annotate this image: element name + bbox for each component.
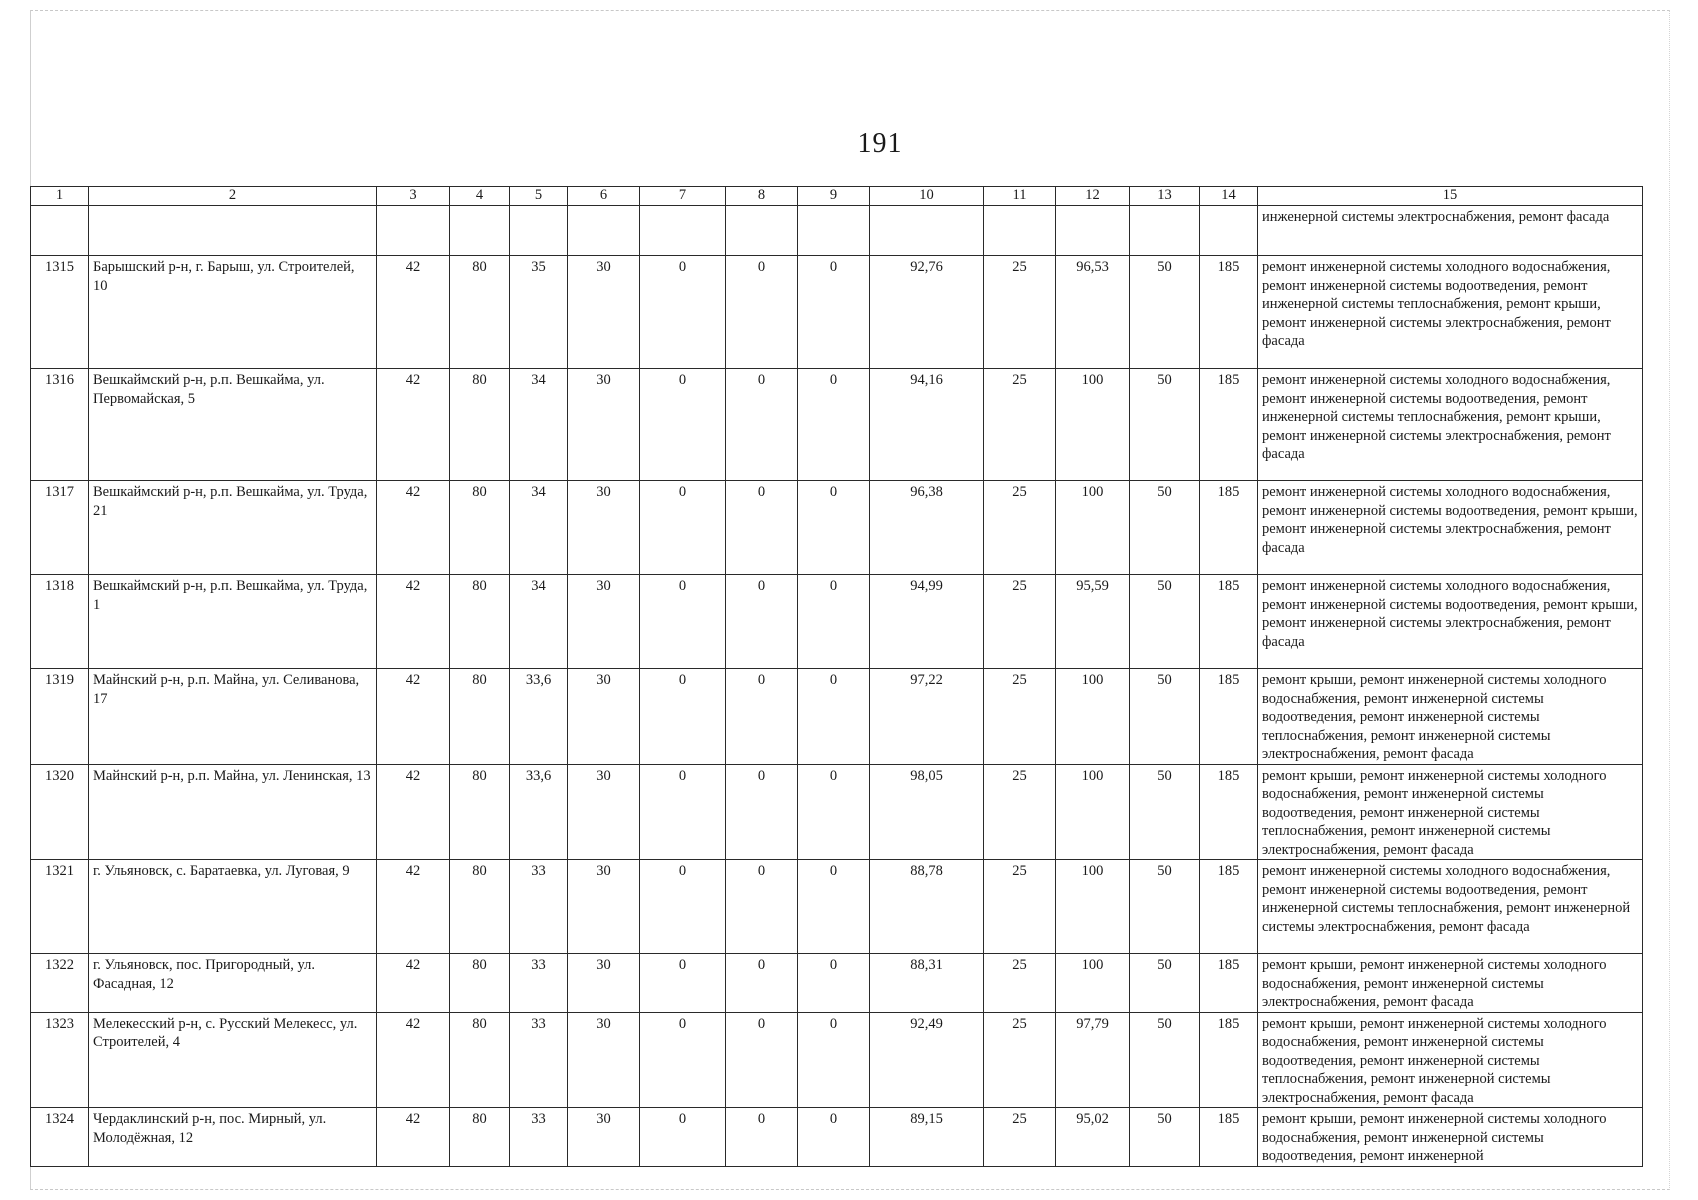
data-table bbox=[30, 186, 1643, 1167]
value-cell: 185 bbox=[1200, 860, 1258, 954]
value-cell: 25 bbox=[984, 860, 1056, 954]
value-cell: 0 bbox=[640, 1012, 726, 1108]
work-description-cell: ремонт крыши, ремонт инженерной системы холодного водоснабжения, ремонт инженерной системы водоотведения, ремонт инженерной системы теплоснабжения, ремонт инженерной системы электроснабжения, ремонт фасада bbox=[1258, 764, 1643, 860]
value-cell: 0 bbox=[726, 954, 798, 1013]
column-header: 9 bbox=[798, 187, 870, 206]
value-cell: 33 bbox=[510, 1108, 568, 1167]
value-cell: 100 bbox=[1056, 369, 1130, 481]
value-cell: 34 bbox=[510, 575, 568, 669]
record-number-cell: 1321 bbox=[31, 860, 89, 954]
value-cell: 30 bbox=[568, 481, 640, 575]
value-cell: 185 bbox=[1200, 1012, 1258, 1108]
value-cell: 30 bbox=[568, 256, 640, 369]
work-description-cell: ремонт крыши, ремонт инженерной системы холодного водоснабжения, ремонт инженерной системы водоотведения, ремонт инженерной системы теплоснабжения, ремонт инженерной системы электроснабжения, ремонт фасада bbox=[1258, 669, 1643, 765]
value-cell: 0 bbox=[726, 481, 798, 575]
column-header: 5 bbox=[510, 187, 568, 206]
record-number-cell: 1320 bbox=[31, 764, 89, 860]
value-cell: 185 bbox=[1200, 669, 1258, 765]
value-cell: 0 bbox=[640, 256, 726, 369]
table-row bbox=[31, 1012, 1643, 1108]
page-number: 191 bbox=[857, 128, 903, 159]
column-header: 6 bbox=[568, 187, 640, 206]
table-row bbox=[31, 764, 1643, 860]
continuation-row bbox=[31, 206, 1643, 256]
value-cell: 42 bbox=[377, 256, 450, 369]
address-cell: г. Ульяновск, пос. Пригородный, ул. Фасадная, 12 bbox=[89, 954, 377, 1013]
value-cell: 50 bbox=[1130, 860, 1200, 954]
value-cell: 30 bbox=[568, 1012, 640, 1108]
value-cell: 100 bbox=[1056, 954, 1130, 1013]
value-cell: 50 bbox=[1130, 764, 1200, 860]
value-cell: 33 bbox=[510, 860, 568, 954]
value-cell: 89,15 bbox=[870, 1108, 984, 1167]
value-cell: 50 bbox=[1130, 575, 1200, 669]
value-cell: 185 bbox=[1200, 256, 1258, 369]
value-cell: 34 bbox=[510, 481, 568, 575]
column-header: 15 bbox=[1258, 187, 1643, 206]
value-cell: 42 bbox=[377, 954, 450, 1013]
value-cell: 80 bbox=[450, 669, 510, 765]
column-header: 12 bbox=[1056, 187, 1130, 206]
record-number-cell: 1316 bbox=[31, 369, 89, 481]
table-row bbox=[31, 669, 1643, 765]
address-cell: Вешкаймский р-н, р.п. Вешкайма, ул. Первомайская, 5 bbox=[89, 369, 377, 481]
address-cell: Мелекесский р-н, с. Русский Мелекесс, ул. Строителей, 4 bbox=[89, 1012, 377, 1108]
value-cell: 42 bbox=[377, 1012, 450, 1108]
value-cell: 42 bbox=[377, 764, 450, 860]
value-cell: 100 bbox=[1056, 669, 1130, 765]
value-cell: 25 bbox=[984, 575, 1056, 669]
value-cell: 88,78 bbox=[870, 860, 984, 954]
value-cell: 97,22 bbox=[870, 669, 984, 765]
value-cell: 0 bbox=[640, 954, 726, 1013]
value-cell: 34 bbox=[510, 369, 568, 481]
work-description-cell: ремонт инженерной системы холодного водоснабжения, ремонт инженерной системы водоотведения, ремонт крыши, ремонт инженерной системы электроснабжения, ремонт фасада bbox=[1258, 575, 1643, 669]
value-cell: 0 bbox=[640, 860, 726, 954]
record-number-cell: 1317 bbox=[31, 481, 89, 575]
value-cell: 88,31 bbox=[870, 954, 984, 1013]
value-cell: 0 bbox=[798, 256, 870, 369]
column-header: 13 bbox=[1130, 187, 1200, 206]
value-cell: 33 bbox=[510, 954, 568, 1013]
value-cell: 42 bbox=[377, 481, 450, 575]
value-cell: 30 bbox=[568, 369, 640, 481]
value-cell: 0 bbox=[726, 764, 798, 860]
record-number-cell: 1324 bbox=[31, 1108, 89, 1167]
value-cell: 50 bbox=[1130, 256, 1200, 369]
value-cell: 100 bbox=[1056, 481, 1130, 575]
value-cell: 30 bbox=[568, 764, 640, 860]
value-cell: 96,53 bbox=[1056, 256, 1130, 369]
value-cell: 80 bbox=[450, 256, 510, 369]
address-cell: Чердаклинский р-н, пос. Мирный, ул. Молодёжная, 12 bbox=[89, 1108, 377, 1167]
value-cell: 0 bbox=[798, 860, 870, 954]
value-cell: 30 bbox=[568, 954, 640, 1013]
value-cell: 42 bbox=[377, 1108, 450, 1167]
value-cell: 0 bbox=[726, 860, 798, 954]
column-header: 4 bbox=[450, 187, 510, 206]
table-row bbox=[31, 1108, 1643, 1167]
value-cell: 185 bbox=[1200, 764, 1258, 860]
value-cell: 100 bbox=[1056, 764, 1130, 860]
address-cell: г. Ульяновск, с. Баратаевка, ул. Луговая, 9 bbox=[89, 860, 377, 954]
value-cell: 80 bbox=[450, 1108, 510, 1167]
address-cell: Вешкаймский р-н, р.п. Вешкайма, ул. Труда, 1 bbox=[89, 575, 377, 669]
value-cell: 185 bbox=[1200, 1108, 1258, 1167]
value-cell: 30 bbox=[568, 860, 640, 954]
column-header: 14 bbox=[1200, 187, 1258, 206]
value-cell: 50 bbox=[1130, 954, 1200, 1013]
value-cell: 42 bbox=[377, 369, 450, 481]
value-cell: 0 bbox=[726, 1012, 798, 1108]
address-cell: Барышский р-н, г. Барыш, ул. Строителей, 10 bbox=[89, 256, 377, 369]
value-cell: 185 bbox=[1200, 575, 1258, 669]
value-cell: 30 bbox=[568, 1108, 640, 1167]
value-cell: 80 bbox=[450, 481, 510, 575]
work-description-cell: ремонт крыши, ремонт инженерной системы холодного водоснабжения, ремонт инженерной системы водоотведения, ремонт инженерной системы теплоснабжения, ремонт инженерной системы электроснабжения, ремонт фасада bbox=[1258, 1012, 1643, 1108]
value-cell: 0 bbox=[640, 575, 726, 669]
table-row bbox=[31, 860, 1643, 954]
work-description-cell: ремонт крыши, ремонт инженерной системы холодного водоснабжения, ремонт инженерной системы электроснабжения, ремонт фасада bbox=[1258, 954, 1643, 1013]
column-header: 10 bbox=[870, 187, 984, 206]
address-cell: Майнский р-н, р.п. Майна, ул. Селиванова, 17 bbox=[89, 669, 377, 765]
column-header: 3 bbox=[377, 187, 450, 206]
value-cell: 50 bbox=[1130, 1108, 1200, 1167]
value-cell: 94,16 bbox=[870, 369, 984, 481]
value-cell: 95,59 bbox=[1056, 575, 1130, 669]
value-cell: 33 bbox=[510, 1012, 568, 1108]
value-cell: 50 bbox=[1130, 1012, 1200, 1108]
value-cell: 80 bbox=[450, 764, 510, 860]
value-cell: 185 bbox=[1200, 481, 1258, 575]
table-row bbox=[31, 369, 1643, 481]
value-cell: 42 bbox=[377, 669, 450, 765]
column-header: 8 bbox=[726, 187, 798, 206]
value-cell: 50 bbox=[1130, 669, 1200, 765]
value-cell: 42 bbox=[377, 575, 450, 669]
value-cell: 25 bbox=[984, 481, 1056, 575]
value-cell: 35 bbox=[510, 256, 568, 369]
value-cell: 0 bbox=[726, 669, 798, 765]
value-cell: 50 bbox=[1130, 481, 1200, 575]
value-cell: 30 bbox=[568, 669, 640, 765]
value-cell: 0 bbox=[798, 369, 870, 481]
value-cell: 25 bbox=[984, 1108, 1056, 1167]
record-number-cell: 1323 bbox=[31, 1012, 89, 1108]
value-cell: 0 bbox=[798, 481, 870, 575]
address-cell: Вешкаймский р-н, р.п. Вешкайма, ул. Труда, 21 bbox=[89, 481, 377, 575]
value-cell: 96,38 bbox=[870, 481, 984, 575]
value-cell: 25 bbox=[984, 764, 1056, 860]
value-cell: 80 bbox=[450, 954, 510, 1013]
value-cell: 30 bbox=[568, 575, 640, 669]
value-cell: 94,99 bbox=[870, 575, 984, 669]
record-number-cell: 1322 bbox=[31, 954, 89, 1013]
column-header: 7 bbox=[640, 187, 726, 206]
value-cell: 95,02 bbox=[1056, 1108, 1130, 1167]
value-cell: 80 bbox=[450, 575, 510, 669]
value-cell: 25 bbox=[984, 954, 1056, 1013]
table-row bbox=[31, 954, 1643, 1013]
value-cell: 0 bbox=[726, 575, 798, 669]
column-header: 1 bbox=[31, 187, 89, 206]
value-cell: 0 bbox=[798, 764, 870, 860]
value-cell: 25 bbox=[984, 369, 1056, 481]
record-number-cell: 1319 bbox=[31, 669, 89, 765]
value-cell: 80 bbox=[450, 860, 510, 954]
value-cell: 80 bbox=[450, 369, 510, 481]
value-cell: 50 bbox=[1130, 369, 1200, 481]
work-description-cell: ремонт инженерной системы холодного водоснабжения, ремонт инженерной системы водоотведения, ремонт инженерной системы теплоснабжения, ремонт инженерной системы электроснабжения, ремонт фасада bbox=[1258, 860, 1643, 954]
value-cell: 100 bbox=[1056, 860, 1130, 954]
value-cell: 0 bbox=[640, 764, 726, 860]
value-cell: 42 bbox=[377, 860, 450, 954]
table-row bbox=[31, 256, 1643, 369]
value-cell: 25 bbox=[984, 669, 1056, 765]
value-cell: 0 bbox=[726, 256, 798, 369]
work-description-cell: ремонт инженерной системы холодного водоснабжения, ремонт инженерной системы водоотведения, ремонт инженерной системы теплоснабжения, ремонт крыши, ремонт инженерной системы электроснабжения, ремонт фасада bbox=[1258, 369, 1643, 481]
value-cell: 25 bbox=[984, 1012, 1056, 1108]
record-number-cell: 1318 bbox=[31, 575, 89, 669]
column-header: 11 bbox=[984, 187, 1056, 206]
value-cell: 185 bbox=[1200, 954, 1258, 1013]
value-cell: 33,6 bbox=[510, 669, 568, 765]
value-cell: 0 bbox=[798, 1108, 870, 1167]
value-cell: 98,05 bbox=[870, 764, 984, 860]
value-cell: 0 bbox=[798, 669, 870, 765]
work-description-cell: ремонт инженерной системы холодного водоснабжения, ремонт инженерной системы водоотведения, ремонт крыши, ремонт инженерной системы электроснабжения, ремонт фасада bbox=[1258, 481, 1643, 575]
value-cell: 0 bbox=[798, 575, 870, 669]
value-cell: 0 bbox=[798, 1012, 870, 1108]
address-cell: Майнский р-н, р.п. Майна, ул. Ленинская, 13 bbox=[89, 764, 377, 860]
value-cell: 0 bbox=[640, 481, 726, 575]
value-cell: 0 bbox=[640, 369, 726, 481]
value-cell: 92,76 bbox=[870, 256, 984, 369]
value-cell: 0 bbox=[798, 954, 870, 1013]
work-description-cell: ремонт крыши, ремонт инженерной системы холодного водоснабжения, ремонт инженерной системы водоотведения, ремонт инженерной bbox=[1258, 1108, 1643, 1167]
value-cell: 0 bbox=[726, 1108, 798, 1167]
value-cell: 25 bbox=[984, 256, 1056, 369]
value-cell: 185 bbox=[1200, 369, 1258, 481]
value-cell: 0 bbox=[726, 369, 798, 481]
value-cell: 80 bbox=[450, 1012, 510, 1108]
column-number-header-row bbox=[31, 187, 1643, 206]
record-number-cell: 1315 bbox=[31, 256, 89, 369]
value-cell: 33,6 bbox=[510, 764, 568, 860]
value-cell: 97,79 bbox=[1056, 1012, 1130, 1108]
value-cell: 0 bbox=[640, 669, 726, 765]
work-description-cell: инженерной системы электроснабжения, ремонт фасада bbox=[1258, 206, 1643, 256]
value-cell: 0 bbox=[640, 1108, 726, 1167]
work-description-cell: ремонт инженерной системы холодного водоснабжения, ремонт инженерной системы водоотведения, ремонт инженерной системы теплоснабжения, ремонт крыши, ремонт инженерной системы электроснабжения, ремонт фасада bbox=[1258, 256, 1643, 369]
value-cell: 92,49 bbox=[870, 1012, 984, 1108]
table-row bbox=[31, 575, 1643, 669]
column-header: 2 bbox=[89, 187, 377, 206]
table-row bbox=[31, 481, 1643, 575]
